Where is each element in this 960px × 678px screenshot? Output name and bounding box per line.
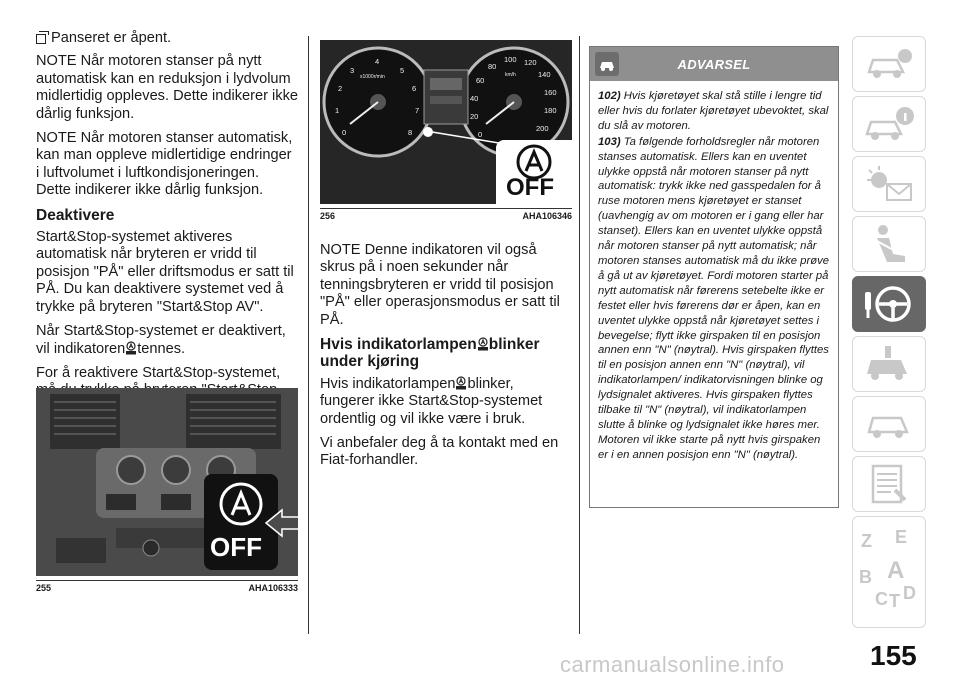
warning-item-102 xyxy=(598,89,830,134)
heading-blinking-end: blinker under kjøring xyxy=(320,336,540,371)
warning-body xyxy=(590,81,838,463)
pointer-arrow-icon xyxy=(264,508,298,538)
speed-tick: 80 xyxy=(488,62,497,71)
speed-tick: 200 xyxy=(536,124,549,133)
paragraph-reactivate: For å reaktivere Start&Stop-systemet, xyxy=(36,364,281,381)
figure-256-cluster-image xyxy=(320,40,572,204)
speed-tick: 20 xyxy=(470,112,479,121)
speed-tick: 40 xyxy=(470,94,479,103)
speed-tick: 180 xyxy=(544,106,557,115)
tab-car-service[interactable] xyxy=(852,396,926,452)
a-off-label: OFF xyxy=(506,174,554,201)
car-breakdown-icon xyxy=(861,342,917,386)
car-service-icon xyxy=(861,402,917,446)
tab-warning-lights[interactable] xyxy=(852,156,926,212)
letter-a: A xyxy=(887,557,905,584)
warning-header xyxy=(590,47,838,81)
a-off-icon xyxy=(125,341,137,355)
figure-255-number: 255 xyxy=(36,583,52,593)
checkbox-bullet-icon xyxy=(36,34,46,44)
letter-c: C xyxy=(875,589,888,609)
watermark: carmanualsonline.info xyxy=(560,652,785,677)
paragraph-deactivated-end: tennes. xyxy=(137,340,186,357)
figure-255-caption xyxy=(36,580,298,593)
column-divider-2 xyxy=(579,36,580,634)
warning-lights-icon xyxy=(861,162,917,206)
bullet-item xyxy=(36,30,298,47)
speed-tick: 100 xyxy=(504,55,517,64)
paragraph-activation: Start&Stop-systemet aktiveres automatisk når bryteren er vridd til posisjon "PÅ" eller driftsmodus er satt til PÅ. Du kan deaktivere systemet ved å trykke på bryteren "Start&Stop AV". xyxy=(36,229,294,315)
page-number: 155 xyxy=(870,640,917,671)
paragraph-dealer: Vi anbefaler deg å ta kontakt med en Fiat-forhandler. xyxy=(320,435,559,469)
figure-256-code: AHA106346 xyxy=(522,211,572,221)
tab-car-info[interactable] xyxy=(852,36,926,92)
warning-title: ADVARSEL xyxy=(677,56,751,72)
a-off-icon xyxy=(477,337,489,351)
tach-tick: 3 xyxy=(350,66,355,75)
paragraph-deactivated xyxy=(36,323,298,358)
paragraph-deactivated-start: Når Start&Stop-systemet er deaktivert, vil indikatoren xyxy=(36,323,286,357)
steering-wheel-key-icon xyxy=(861,282,917,326)
tach-tick: 2 xyxy=(338,84,343,93)
heading-blinking-start: Hvis indikatorlampen xyxy=(320,336,477,354)
alphabet-index-icon xyxy=(859,527,919,617)
tach-tick: 0 xyxy=(342,128,347,137)
letter-t: T xyxy=(889,591,900,611)
note-volume: NOTE Når motoren stanser på nytt automatisk kan en reduksjon i lydvolum midlertidig oppleves. Dette indikerer ikke dårlig funksjon. xyxy=(36,53,298,122)
maintenance-list-icon xyxy=(861,462,917,506)
figure-255-console-image xyxy=(36,388,298,576)
speed-tick: 60 xyxy=(476,76,485,85)
tach-tick: 7 xyxy=(415,106,420,115)
tach-unit: x1000r/min xyxy=(360,74,385,80)
a-off-label: OFF xyxy=(210,532,262,562)
tach-tick: 5 xyxy=(400,66,405,75)
figure-256-number: 256 xyxy=(320,211,336,221)
column-2 xyxy=(320,242,572,477)
note-indicator: NOTE Denne indikatoren vil også skrus på i noen sekunder når tenningsbryteren er vridd til posisjon "PÅ" eller operasjonsmodus er satt til PÅ. xyxy=(320,242,560,328)
warning-car-icon xyxy=(595,52,619,76)
speed-unit: km/h xyxy=(505,72,516,78)
tab-steering-wheel-key[interactable] xyxy=(852,276,926,332)
tach-tick: 1 xyxy=(335,106,340,115)
tab-car-breakdown[interactable] xyxy=(852,336,926,392)
figure-255-code: AHA106333 xyxy=(248,583,298,593)
letter-e: E xyxy=(895,527,908,547)
paragraph-blinking-end: blinker, fungerer ikke Start&Stop-systemet ordentlig og vil ikke være i bruk. xyxy=(320,375,543,427)
warning-text: Hvis kjøretøyet skal stå stille i lengre tid eller hvis du forlater kjøretøyet ubevoktet, skal du slå av motoren. xyxy=(598,90,829,132)
column-divider-1 xyxy=(308,36,309,634)
bullet-text: Panseret er åpent. xyxy=(51,30,172,46)
speed-tick: 120 xyxy=(524,58,537,67)
column-1 xyxy=(36,30,298,424)
warning-number: 102) xyxy=(598,90,621,102)
a-off-callout-cluster xyxy=(496,140,572,204)
letter-b: B xyxy=(859,567,872,587)
tab-car-info-i[interactable] xyxy=(852,96,926,152)
car-info-i-icon xyxy=(861,102,917,146)
note-airflow: NOTE Når motoren stanser automatisk, kan man oppleve midlertidige endringer i luftvolumet i luftkondisjoneringen. Dette indikerer ikke dårlig funksjon. xyxy=(36,130,293,199)
letter-d: D xyxy=(903,583,916,603)
warning-number: 103) xyxy=(598,135,621,148)
tab-alphabet-index[interactable] xyxy=(852,516,926,628)
paragraph-blinking xyxy=(320,376,572,428)
a-off-icon xyxy=(455,376,467,390)
speed-tick: 140 xyxy=(538,70,551,79)
figure-256-caption xyxy=(320,208,572,221)
tab-maintenance-list[interactable] xyxy=(852,456,926,512)
tach-tick: 8 xyxy=(408,128,413,137)
heading-deactivate: Deaktivere xyxy=(36,206,115,224)
car-info-icon xyxy=(861,42,917,86)
warning-box xyxy=(589,46,839,508)
airbag-seat-icon xyxy=(861,222,917,266)
heading-blinking xyxy=(320,336,572,371)
paragraph-blinking-start: Hvis indikatorlampen xyxy=(320,375,456,392)
warning-item-103 xyxy=(598,135,830,463)
warning-text: Ta følgende forholdsregler når motoren stanses automatisk. Ellers kan en uventet ulykke oppstå når motoren stanser på nytt automatisk: trykk ikke ned gasspedalen for å ruse motoren mens kjøretøyet er stanset (uavhengig av om motoren er i gang eller har stanset). Ellers kan en uventet ulykke oppstå når motoren stanser på nytt automatisk; når motoren stanses automatisk må du ikke prøve å gå ut av kjøretøyet. Fordi motoren starter på nytt automatisk når førerens setebelte ikke er festet eller hvis førerens dør er åpen, kan en uventet ulykke oppstå når kjøretøyet settes i bevegelse; flytt ikke girspaken til en posisjon annen enn "N" (nøytral). Hvis girspaken flyttes til en posisjon annen enn "N" (nøytral), vil indikatorlampen/ indikatorvisningen blinke og lydsignalet aktiveres. Hvis girspaken flyttes tilbake til "N" (nøytral), vil indikatorlampen slutte å blinke og lydsignalet ikke høres mer. Motoren vil ikke starte på nytt hvis girspaken er i en annen posisjon enn "N" (nøytral). xyxy=(598,135,830,461)
tach-tick: 4 xyxy=(375,57,380,66)
speed-tick: 160 xyxy=(544,88,557,97)
letter-z: Z xyxy=(861,531,872,551)
tach-tick: 6 xyxy=(412,84,417,93)
speed-tick: 0 xyxy=(478,130,483,139)
tab-airbag-seat[interactable] xyxy=(852,216,926,272)
